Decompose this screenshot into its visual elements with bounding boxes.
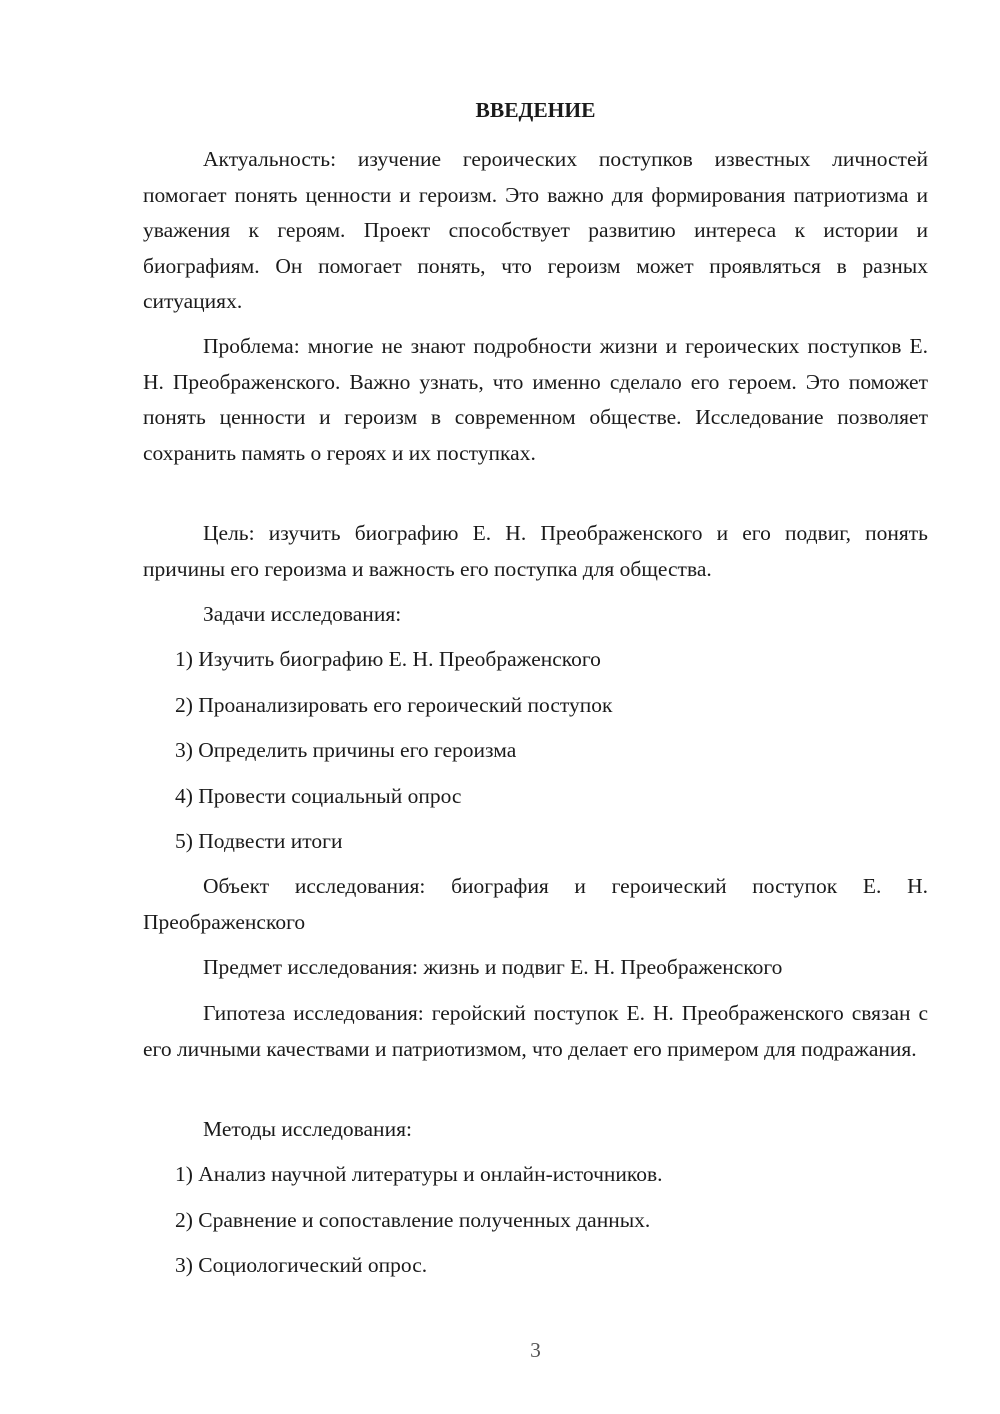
task-item: 1) Изучить биографию Е. Н. Преображенского xyxy=(175,647,601,671)
subject-paragraph: Предмет исследования: жизнь и подвиг Е. Н. Преображенского xyxy=(203,955,783,979)
task-item: 4) Провести социальный опрос xyxy=(175,784,462,808)
task-item: 3) Определить причины его героизма xyxy=(175,738,517,762)
task-item: 2) Проанализировать его героический поступок xyxy=(175,693,613,717)
method-item: 3) Социологический опрос. xyxy=(175,1253,428,1277)
relevance-paragraph: Актуальность: изучение героических поступков известных личностей помогает понять ценности и героизм. Это важно для формирования патриотизма и уважения к героям. Проект способствует развитию интереса к истории и биографиям. Он помогает понять, что героизм может проявляться в разных ситуациях. xyxy=(143,147,928,313)
method-item: 2) Сравнение и сопоставление полученных данных. xyxy=(175,1208,651,1232)
problem-paragraph: Проблема: многие не знают подробности жизни и героических поступков Е. Н. Преображенского. Важно узнать, что именно сделало его героем. Это поможет понять ценности и героизм в современном обществе. Исследование позволяет сохранить память о героях и их поступках. xyxy=(143,334,928,465)
task-item: 5) Подвести итоги xyxy=(175,829,343,853)
tasks-heading: Задачи исследования: xyxy=(203,602,402,626)
object-paragraph: Объект исследования: биография и героический поступок Е. Н. Преображенского xyxy=(143,874,928,934)
page-number: 3 xyxy=(530,1338,541,1362)
hypothesis-paragraph: Гипотеза исследования: геройский поступок Е. Н. Преображенского связан с его личными качествами и патриотизмом, что делает его примером для подражания. xyxy=(143,1001,928,1061)
method-item: 1) Анализ научной литературы и онлайн-источников. xyxy=(175,1162,663,1186)
methods-heading: Методы исследования: xyxy=(203,1117,412,1141)
goal-paragraph: Цель: изучить биографию Е. Н. Преображенского и его подвиг, понять причины его героизма и важность его поступка для общества. xyxy=(143,521,928,581)
section-heading: ВВЕДЕНИЕ xyxy=(475,98,596,122)
